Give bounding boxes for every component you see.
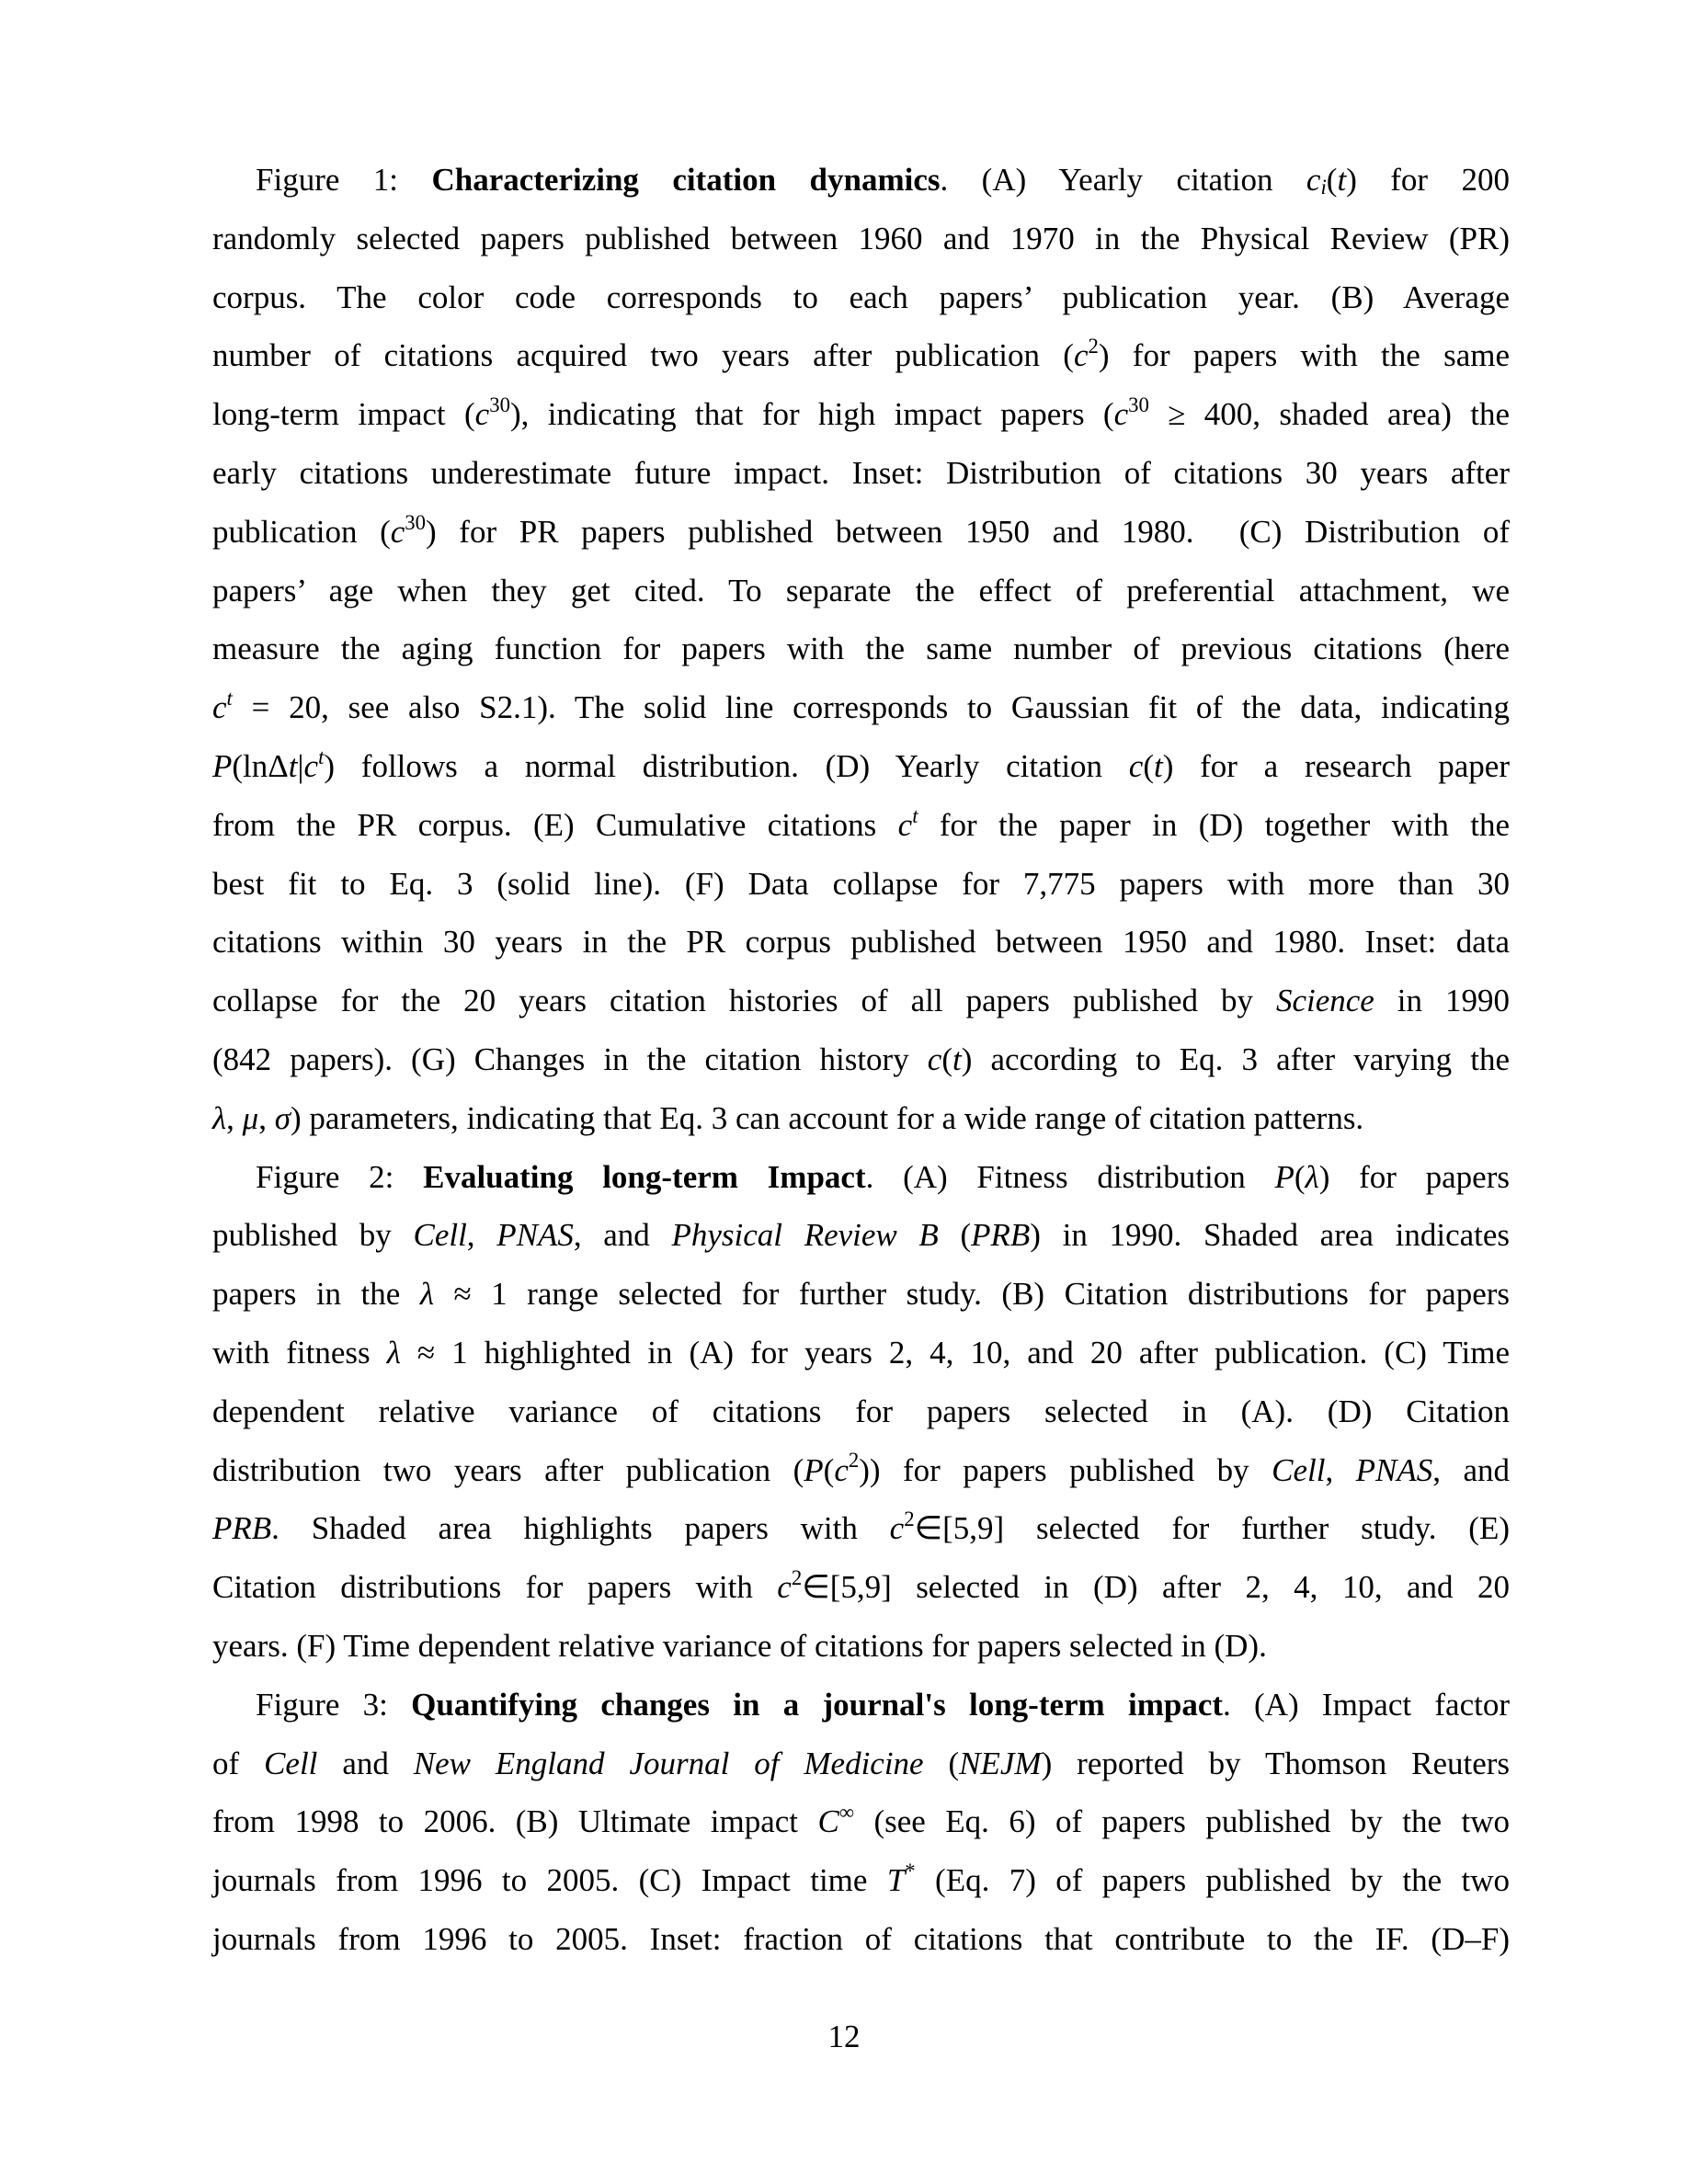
text-segment: P	[212, 747, 233, 784]
text-line	[212, 1676, 1510, 1735]
text-line	[212, 1441, 1510, 1500]
text-segment: ,	[258, 1099, 275, 1136]
text-segment: (see Eq. 6) of papers published by the two	[854, 1803, 1511, 1840]
text-segment: and	[317, 1745, 414, 1781]
text-line	[212, 796, 1510, 855]
text-segment: Cell	[264, 1745, 318, 1781]
text-segment: ≈ 1 range selected for further study. (B) Citation distributions for papers	[433, 1276, 1510, 1313]
text-segment: citations within 30 years in the PR corpus published between 1950 and 1980. Inset: data	[212, 924, 1510, 961]
text-segment: Evaluating long-term Impact	[423, 1158, 866, 1195]
text-segment: ≥ 400, shaded area) the	[1148, 396, 1510, 433]
text-segment: ) for papers with the same	[1098, 337, 1510, 374]
text-segment: publication (	[212, 513, 391, 550]
text-segment: number of citations acquired two years after publication (	[212, 337, 1074, 374]
text-segment: (	[1143, 747, 1154, 784]
text-line	[212, 1089, 1510, 1148]
text-segment: (842 papers). (G) Changes in the citation history	[212, 1041, 928, 1077]
text-line	[212, 1324, 1510, 1382]
text-line	[212, 737, 1510, 796]
text-segment: . (A) Fitness distribution	[865, 1158, 1275, 1195]
text-line	[212, 972, 1510, 1030]
text-segment: c	[303, 747, 319, 784]
text-segment: c	[777, 1569, 792, 1606]
text-segment: PRB	[971, 1217, 1031, 1254]
text-segment: published by	[212, 1217, 414, 1254]
text-segment: (	[938, 1217, 972, 1254]
text-segment: 2	[904, 1507, 915, 1531]
text-segment: c	[927, 1041, 942, 1077]
text-line	[212, 1265, 1510, 1324]
text-segment: papers’ age when they get cited. To separate the effect of preferential attachment, we	[212, 572, 1510, 609]
text-segment: long-term impact (	[212, 396, 475, 433]
text-segment: c	[1128, 747, 1144, 784]
text-segment: (	[923, 1745, 960, 1781]
text-segment: ) for papers	[1318, 1158, 1510, 1195]
text-segment: early citations underestimate future impact. Inset: Distribution of citations 30 years after	[212, 454, 1510, 491]
text-segment: New England Journal of Medicine	[413, 1745, 924, 1781]
text-segment: t	[952, 1041, 962, 1077]
text-line	[212, 1382, 1510, 1441]
text-line	[212, 678, 1510, 737]
text-segment: ) for 200	[1346, 162, 1510, 198]
text-segment: ∞	[838, 1801, 855, 1825]
text-segment: P	[1274, 1158, 1295, 1195]
text-segment: (	[941, 1041, 952, 1077]
text-line	[212, 1558, 1510, 1617]
text-segment: 2	[1088, 335, 1099, 358]
text-segment: = 20, see also S2.1). The solid line corresponds to Gaussian fit of the data, indicating	[232, 689, 1510, 726]
text-line	[212, 268, 1510, 327]
text-line	[212, 1735, 1510, 1793]
text-segment: collapse for the 20 years citation histories of all papers published by	[212, 983, 1276, 1019]
text-segment: Figure 1:	[256, 162, 432, 198]
text-segment: ) for a research paper	[1162, 747, 1510, 784]
text-segment: PNAS	[496, 1217, 574, 1254]
text-segment: corpus. The color code corresponds to each papers’ publication year. (B) Average	[212, 279, 1510, 315]
text-segment: Physical Review B	[671, 1217, 939, 1254]
text-line	[212, 1148, 1510, 1207]
text-segment: t	[318, 745, 325, 768]
text-segment: c	[1073, 337, 1089, 374]
text-segment: Citation distributions for papers with	[212, 1569, 778, 1606]
text-line	[212, 855, 1510, 914]
text-segment: ), indicating that for high impact papers (	[509, 396, 1114, 433]
text-segment: randomly selected papers published between 1960 and 1970 in the Physical Review (PR)	[212, 220, 1510, 256]
text-line	[212, 385, 1510, 444]
text-line	[212, 1030, 1510, 1089]
text-segment: *	[905, 1860, 916, 1883]
text-segment: c	[897, 806, 913, 843]
text-segment: λ	[212, 1099, 227, 1136]
text-line	[212, 913, 1510, 972]
text-line	[212, 151, 1510, 210]
text-segment: )) for papers published by	[859, 1451, 1272, 1488]
text-segment: ) according to Eq. 3 after varying the	[961, 1041, 1510, 1077]
text-segment: t	[226, 687, 233, 711]
text-segment: for the paper in (D) together with the	[918, 806, 1510, 843]
text-segment: (Eq. 7) of papers published by the two	[915, 1862, 1510, 1899]
page-number: 12	[827, 2019, 861, 2054]
text-segment: c	[390, 513, 405, 550]
text-segment: . (A) Yearly citation	[940, 162, 1306, 198]
text-segment: c	[1113, 396, 1129, 433]
text-segment: 2	[791, 1566, 803, 1590]
text-segment: papers in the	[212, 1276, 420, 1313]
text-line	[212, 1206, 1510, 1265]
text-segment: ) parameters, indicating that Eq. 3 can account for a wide range of citation patterns.	[291, 1099, 1364, 1136]
text-line	[212, 620, 1510, 678]
text-segment: best fit to Eq. 3 (solid line). (F) Data collapse for 7,775 papers with more than 30	[212, 865, 1510, 902]
text-segment: ) in 1990. Shaded area indicates	[1030, 1217, 1511, 1254]
text-segment: (	[823, 1451, 835, 1488]
text-segment: of	[212, 1745, 265, 1781]
text-segment: t	[912, 803, 918, 827]
text-segment: c	[212, 689, 227, 726]
text-line	[212, 210, 1510, 268]
text-segment: 30	[405, 510, 427, 534]
text-segment: t	[288, 747, 298, 784]
text-segment: t	[1337, 162, 1347, 198]
text-segment: P	[804, 1451, 824, 1488]
text-segment: PRB	[212, 1510, 272, 1547]
text-segment: (lnΔ	[232, 747, 289, 784]
text-segment: Characterizing citation dynamics	[431, 162, 941, 198]
text-segment: Cell	[1272, 1451, 1326, 1488]
text-segment: ,	[1325, 1451, 1356, 1488]
text-segment: 30	[489, 393, 510, 417]
text-segment: , and	[573, 1217, 672, 1254]
text-segment: ) follows a normal distribution. (D) Yearly citation	[324, 747, 1129, 784]
text-segment: C	[817, 1803, 839, 1840]
text-segment: Figure 2:	[256, 1158, 424, 1195]
text-segment: in 1990	[1374, 983, 1510, 1019]
text-segment: 30	[1128, 393, 1149, 417]
text-segment: Science	[1275, 983, 1374, 1019]
text-segment: μ	[242, 1099, 259, 1136]
text-line	[212, 1617, 1510, 1676]
text-segment: PNAS	[1355, 1451, 1433, 1488]
text-segment: journals from 1996 to 2005. Inset: fraction of citations that contribute to the IF. (D–F)	[212, 1920, 1510, 1957]
text-segment: λ	[1305, 1158, 1319, 1195]
text-segment: ) for PR papers published between 1950 and 1980. (C) Distribution of	[426, 513, 1510, 550]
text-line	[212, 1910, 1510, 1969]
text-segment: from the PR corpus. (E) Cumulative citations	[212, 806, 898, 843]
text-line	[212, 326, 1510, 385]
text-segment: Cell	[413, 1217, 467, 1254]
text-segment: λ	[386, 1334, 401, 1371]
text-segment: with fitness	[212, 1334, 387, 1371]
text-segment: ,	[466, 1217, 497, 1254]
text-segment: c	[834, 1451, 849, 1488]
text-segment: , and	[1432, 1451, 1511, 1488]
text-segment: t	[1154, 747, 1163, 784]
text-segment: ∈[5,9] selected in (D) after 2, 4, 10, and 20	[802, 1569, 1510, 1606]
text-segment: . Shaded area highlights papers with	[271, 1510, 890, 1547]
text-segment: Figure 3:	[256, 1686, 412, 1723]
text-segment: 2	[848, 1449, 860, 1473]
text-line	[212, 1851, 1510, 1910]
caption-text-block	[212, 151, 1510, 1969]
text-segment: (	[1294, 1158, 1306, 1195]
text-segment: . (A) Impact factor	[1223, 1686, 1510, 1723]
text-line	[212, 1792, 1510, 1851]
text-segment: ,	[226, 1099, 243, 1136]
text-line	[212, 503, 1510, 562]
text-segment: ∈[5,9] selected for further study. (E)	[914, 1510, 1510, 1547]
text-segment: λ	[419, 1276, 434, 1313]
text-segment: from 1998 to 2006. (B) Ultimate impact	[212, 1803, 818, 1840]
text-segment: c	[1306, 162, 1321, 198]
text-segment: distribution two years after publication (	[212, 1451, 804, 1488]
text-line	[212, 444, 1510, 503]
text-line	[212, 1499, 1510, 1558]
text-segment: (	[1326, 162, 1338, 198]
text-segment: c	[889, 1510, 905, 1547]
text-segment: measure the aging function for papers with the same number of previous citations (here	[212, 631, 1510, 667]
text-segment: ≈ 1 highlighted in (A) for years 2, 4, 10, and 20 after publication. (C) Time	[400, 1334, 1510, 1371]
text-line	[212, 562, 1510, 620]
text-segment: Quantifying changes in a journal's long-term impact	[411, 1686, 1224, 1723]
text-segment: σ	[274, 1099, 291, 1136]
text-segment: dependent relative variance of citations for papers selected in (A). (D) Citation	[212, 1393, 1510, 1429]
text-segment: NEJM	[959, 1745, 1042, 1781]
text-segment: |	[297, 747, 304, 784]
text-segment: journals from 1996 to 2005. (C) Impact time	[212, 1862, 887, 1899]
text-segment: i	[1320, 175, 1327, 199]
text-segment: c	[474, 396, 490, 433]
text-segment: years. (F) Time dependent relative variance of citations for papers selected in (D).	[212, 1627, 1267, 1664]
text-segment: T	[886, 1862, 906, 1899]
text-segment: ) reported by Thomson Reuters	[1041, 1745, 1511, 1781]
